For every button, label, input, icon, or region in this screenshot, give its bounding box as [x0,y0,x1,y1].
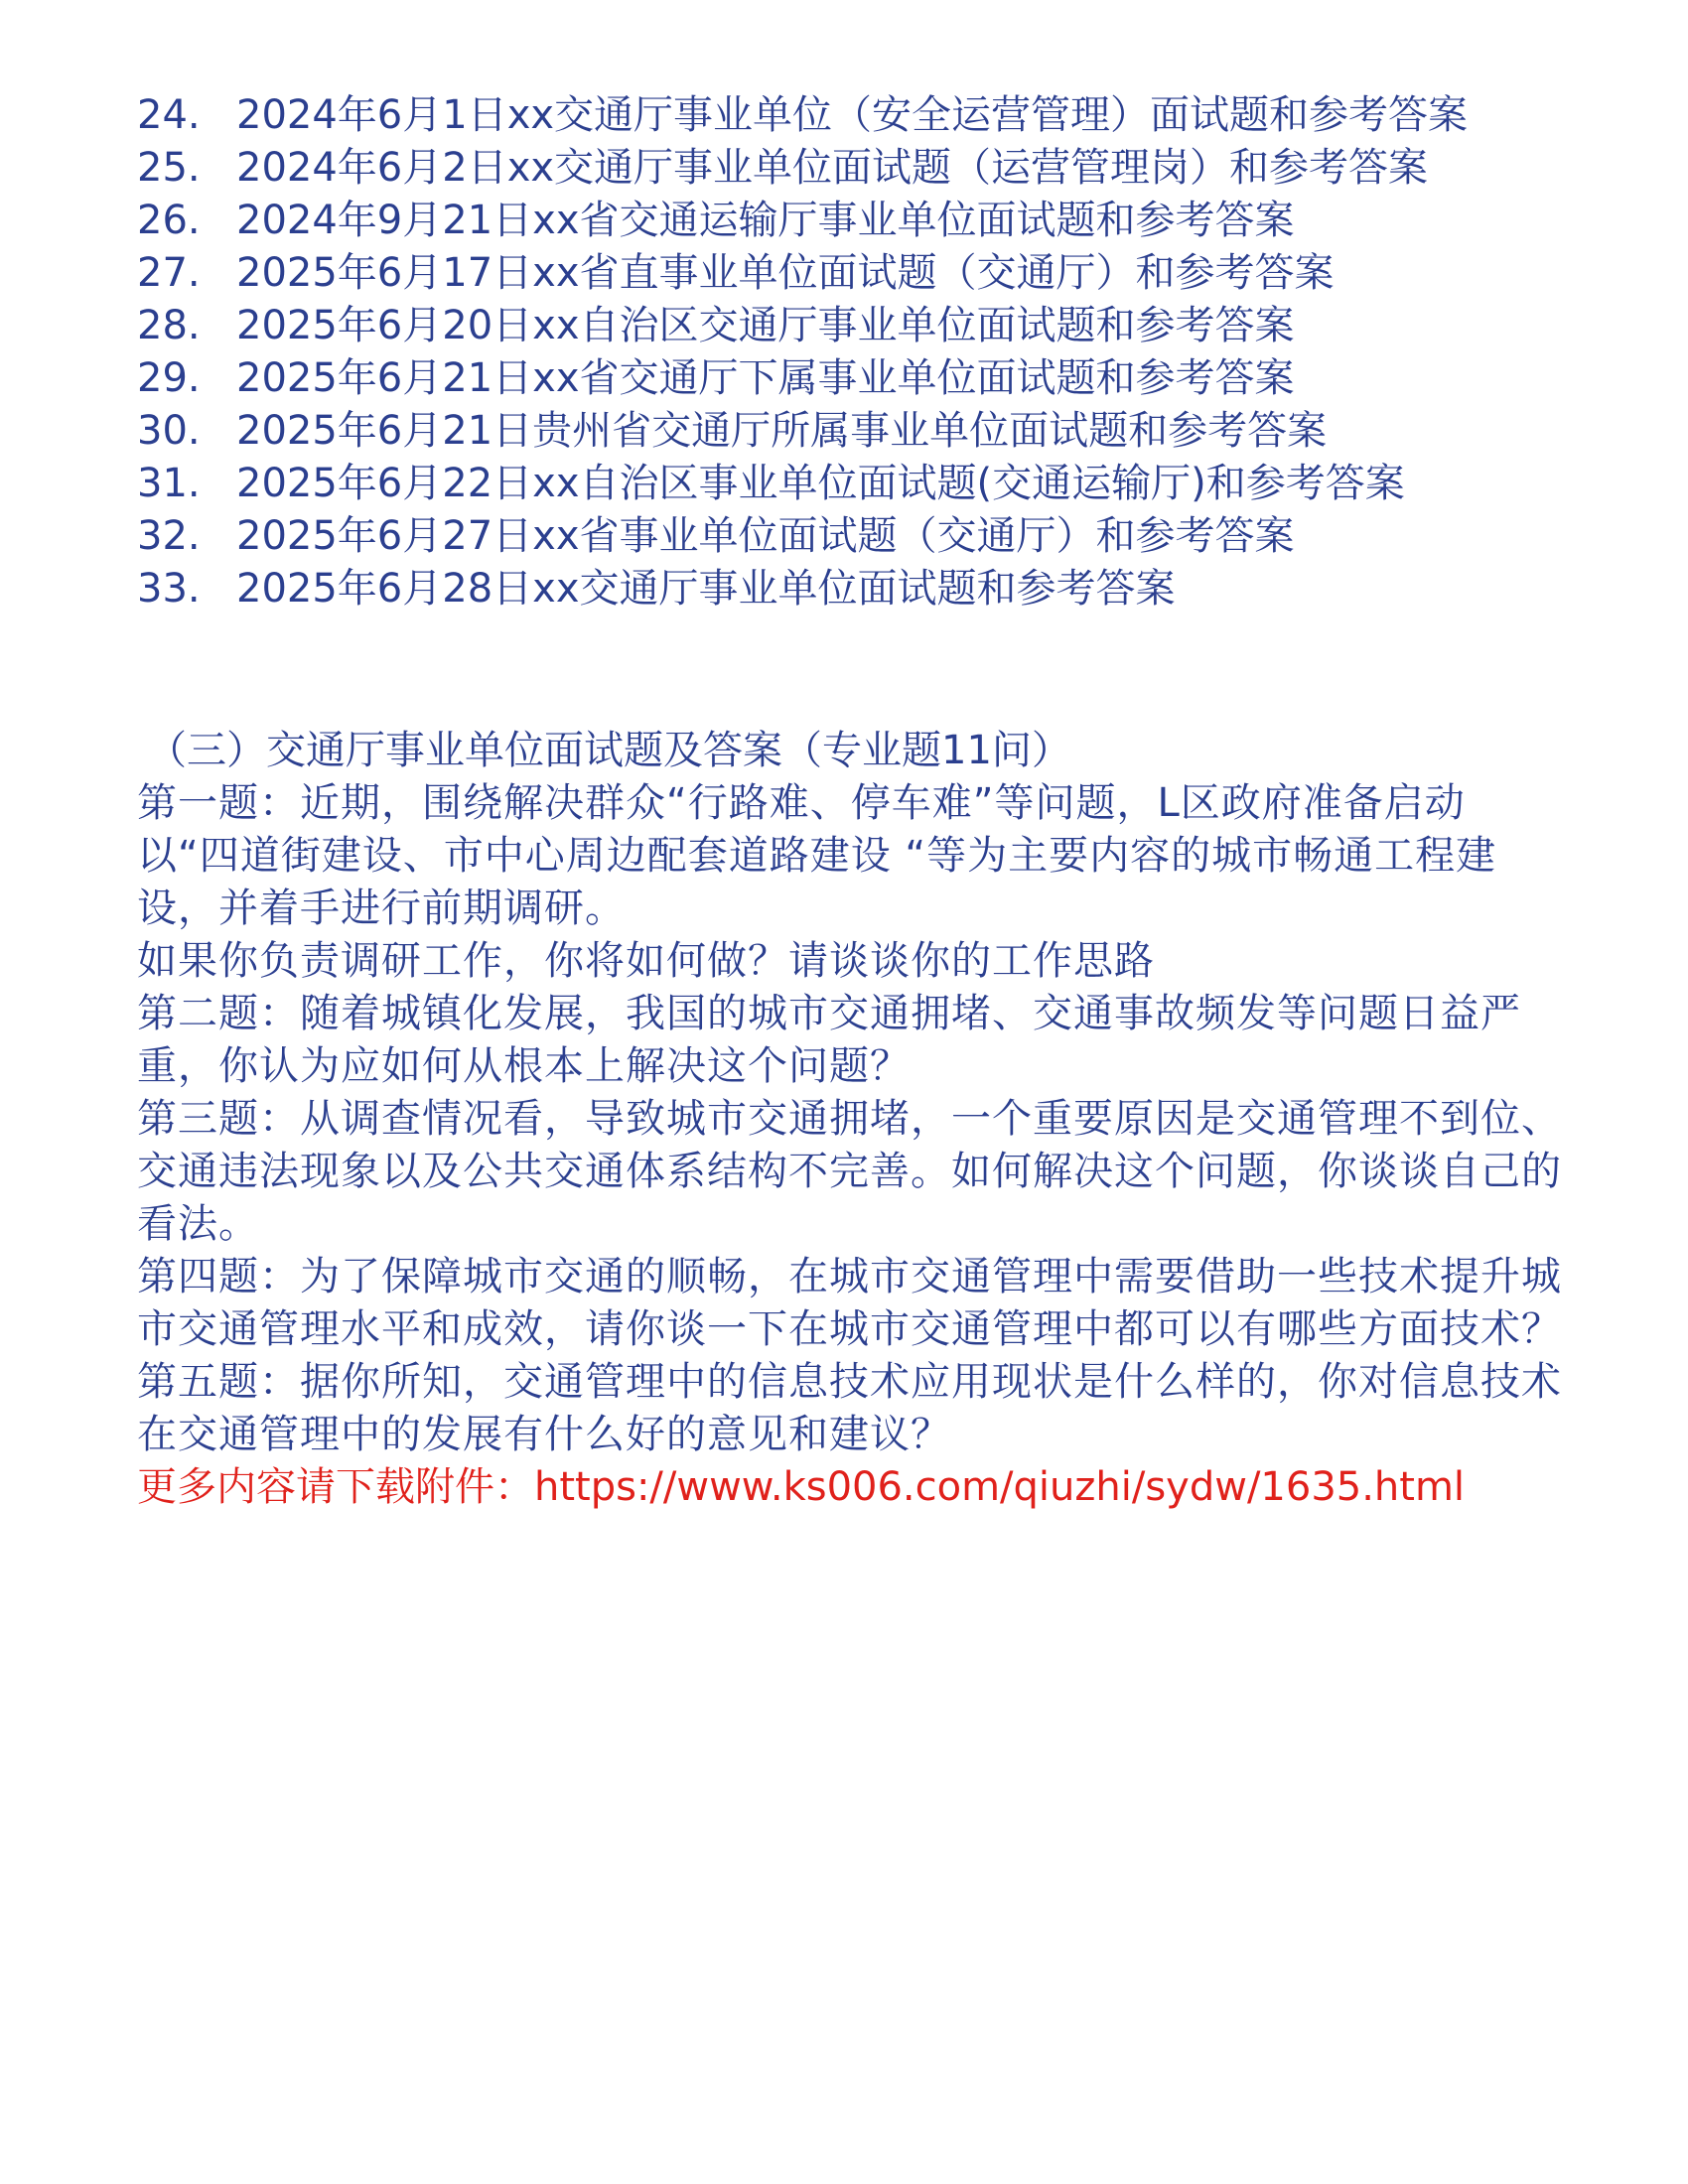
question-paragraph: 第五题：据你所知，交通管理中的信息技术应用现状是什么样的，你对信息技术在交通管理中的发展有什么好的意见和建议？ [137,1359,1562,1457]
list-item-text: 2024年9月21日xx省交通运输厅事业单位面试题和参考答案 [236,198,1295,243]
question-paragraph: 第三题：从调查情况看，导致城市交通拥堵，一个重要原因是交通管理不到位、交通违法现象以及公共交通体系结构不完善。如何解决这个问题，你谈谈自己的看法。 [137,1096,1562,1247]
list-item [137,247,1567,300]
list-item [137,510,1567,563]
questions-section [137,725,1567,1514]
list-item-number: 31. [137,461,201,506]
list-item-text: 2025年6月28日xx交通厅事业单位面试题和参考答案 [236,566,1176,612]
list-item [137,89,1567,142]
list-item [137,300,1567,352]
list-item [137,352,1567,405]
list-item-number: 32. [137,513,201,559]
list-item [137,195,1567,247]
title-list [137,89,1567,615]
list-item-number: 24. [137,92,201,138]
list-item-text: 2025年6月22日xx自治区事业单位面试题(交通运输厅)和参考答案 [236,461,1405,506]
question-paragraph: 如果你负责调研工作，你将如何做？请谈谈你的工作思路 [137,938,1155,984]
spacer [137,615,1567,725]
list-item [137,458,1567,510]
list-item-text: 2025年6月17日xx省直事业单位面试题（交通厅）和参考答案 [236,250,1335,296]
list-item-text: 2025年6月27日xx省事业单位面试题（交通厅）和参考答案 [236,513,1295,559]
section-heading: （三）交通厅事业单位面试题及答案（专业题11问） [147,728,1071,773]
list-item-number: 33. [137,566,201,612]
list-item [137,142,1567,195]
question-paragraph: 第二题：随着城镇化发展，我国的城市交通拥堵、交通事故频发等问题日益严重，你认为应如何从根本上解决这个问题？ [137,991,1521,1089]
list-item-text: 2024年6月2日xx交通厅事业单位面试题（运营管理岗）和参考答案 [236,145,1429,191]
list-item-text: 2025年6月21日xx省交通厅下属事业单位面试题和参考答案 [236,355,1295,401]
download-link[interactable]: 更多内容请下载附件：https://www.ks006.com/qiuzhi/sydw/1635.html [137,1464,1466,1510]
list-item-number: 26. [137,198,201,243]
list-item-number: 30. [137,408,201,454]
list-item-number: 29. [137,355,201,401]
list-item-text: 2025年6月20日xx自治区交通厅事业单位面试题和参考答案 [236,303,1295,348]
list-item-number: 28. [137,303,201,348]
list-item-text: 2025年6月21日贵州省交通厅所属事业单位面试题和参考答案 [236,408,1328,454]
question-paragraph: 第一题：近期，围绕解决群众“行路难、停车难”等问题，L区政府准备启动以“四道街建设、市中心周边配套道路建设 “等为主要内容的城市畅通工程建设，并着手进行前期调研。 [137,780,1497,931]
document-page [137,89,1567,1514]
list-item [137,563,1567,615]
list-item-number: 27. [137,250,201,296]
list-item [137,405,1567,458]
list-item-number: 25. [137,145,201,191]
list-item-text: 2024年6月1日xx交通厅事业单位（安全运营管理）面试题和参考答案 [236,92,1469,138]
question-paragraph: 第四题：为了保障城市交通的顺畅，在城市交通管理中需要借助一些技术提升城市交通管理水平和成效，请你谈一下在城市交通管理中都可以有哪些方面技术？ [137,1254,1562,1352]
